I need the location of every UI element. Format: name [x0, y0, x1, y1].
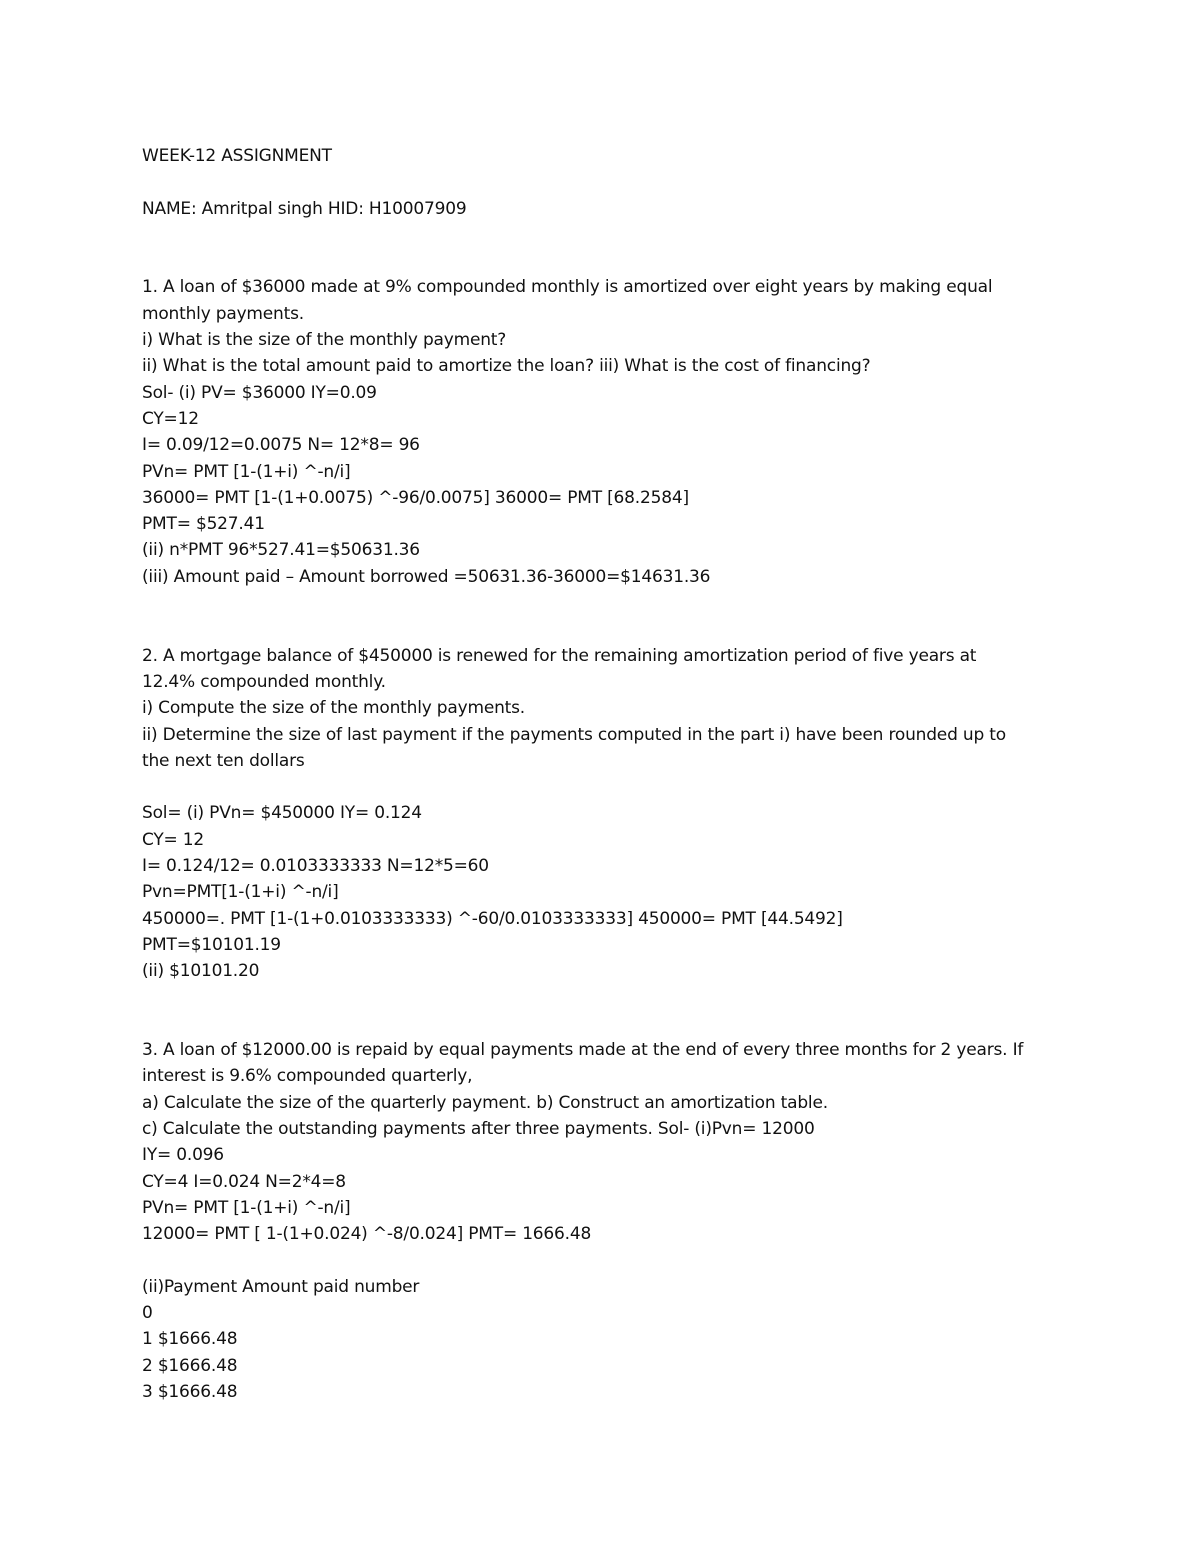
solution-line: IY= 0.096: [142, 1145, 224, 1166]
document-title: WEEK-12 ASSIGNMENT: [142, 146, 332, 166]
solution-line: 12000= PMT [ 1-(1+0.024) ^-8/0.024] PMT= 1666.48: [142, 1224, 592, 1245]
question-1-text: 1. A loan of $36000 made at 9% compounded monthly is amortized over eight years by making equal: [142, 277, 993, 298]
question-1-part: ii) What is the total amount paid to amortize the loan? iii) What is the cost of financing?: [142, 356, 871, 377]
question-3: [142, 1037, 1072, 1405]
spacer: [142, 169, 1072, 195]
solution-line: Sol= (i) PVn= $450000 IY= 0.124: [142, 803, 422, 824]
table-header: (ii)Payment Amount paid number: [142, 1276, 420, 1297]
solution-line: I= 0.124/12= 0.0103333333 N=12*5=60: [142, 856, 489, 877]
question-2-part: i) Compute the size of the monthly payments.: [142, 698, 525, 719]
spacer: [142, 1011, 1072, 1037]
spacer: [142, 774, 1072, 800]
spacer: [142, 1247, 1072, 1273]
spacer: [142, 248, 1072, 274]
solution-line: PMT=$10101.19: [142, 934, 281, 955]
solution-line: PMT= $527.41: [142, 514, 265, 535]
table-row: 2 $1666.48: [142, 1355, 238, 1376]
question-2-part: the next ten dollars: [142, 750, 305, 771]
solution-line: CY=12: [142, 408, 199, 429]
solution-line: CY=4 I=0.024 N=2*4=8: [142, 1171, 346, 1192]
solution-line: Sol- (i) PV= $36000 IY=0.09: [142, 382, 377, 403]
question-3-part: a) Calculate the size of the quarterly payment. b) Construct an amortization table.: [142, 1092, 828, 1113]
solution-line: Pvn=PMT[1-(1+i) ^-n/i]: [142, 882, 339, 903]
solution-line: 450000=. PMT [1-(1+0.0103333333) ^-60/0.0103333333] 450000= PMT [44.5492]: [142, 908, 843, 929]
question-3-text: 3. A loan of $12000.00 is repaid by equal payments made at the end of every three months for 2 years. If: [142, 1040, 1024, 1061]
table-row: 1 $1666.48: [142, 1329, 238, 1350]
question-2-text: 2. A mortgage balance of $450000 is renewed for the remaining amortization period of five years at: [142, 645, 977, 666]
solution-line: 36000= PMT [1-(1+0.0075) ^-96/0.0075] 36000= PMT [68.2584]: [142, 487, 689, 508]
solution-line: I= 0.09/12=0.0075 N= 12*8= 96: [142, 435, 420, 456]
spacer: [142, 590, 1072, 616]
table-row: 0: [142, 1303, 153, 1324]
solution-line: (ii) $10101.20: [142, 961, 260, 982]
question-2-text: 12.4% compounded monthly.: [142, 671, 386, 692]
question-3-text: interest is 9.6% compounded quarterly,: [142, 1066, 473, 1087]
question-1-part: i) What is the size of the monthly payment?: [142, 330, 507, 351]
spacer: [142, 222, 1072, 248]
solution-line: PVn= PMT [1-(1+i) ^-n/i]: [142, 461, 351, 482]
document-body: [142, 143, 1072, 1405]
solution-line: (iii) Amount paid – Amount borrowed =50631.36-36000=$14631.36: [142, 566, 711, 587]
solution-line: CY= 12: [142, 829, 205, 850]
solution-line: PVn= PMT [1-(1+i) ^-n/i]: [142, 1197, 351, 1218]
spacer: [142, 985, 1072, 1011]
solution-line: (ii) n*PMT 96*527.41=$50631.36: [142, 540, 420, 561]
question-1-text: monthly payments.: [142, 303, 304, 324]
question-1: [142, 274, 1072, 590]
spacer: [142, 616, 1072, 642]
question-2: [142, 643, 1072, 985]
question-3-part: c) Calculate the outstanding payments after three payments. Sol- (i)Pvn= 12000: [142, 1118, 815, 1139]
student-info: NAME: Amritpal singh HID: H10007909: [142, 198, 467, 219]
table-row: 3 $1666.48: [142, 1381, 238, 1402]
question-2-part: ii) Determine the size of last payment if the payments computed in the part i) have been rounded up to: [142, 724, 1006, 745]
